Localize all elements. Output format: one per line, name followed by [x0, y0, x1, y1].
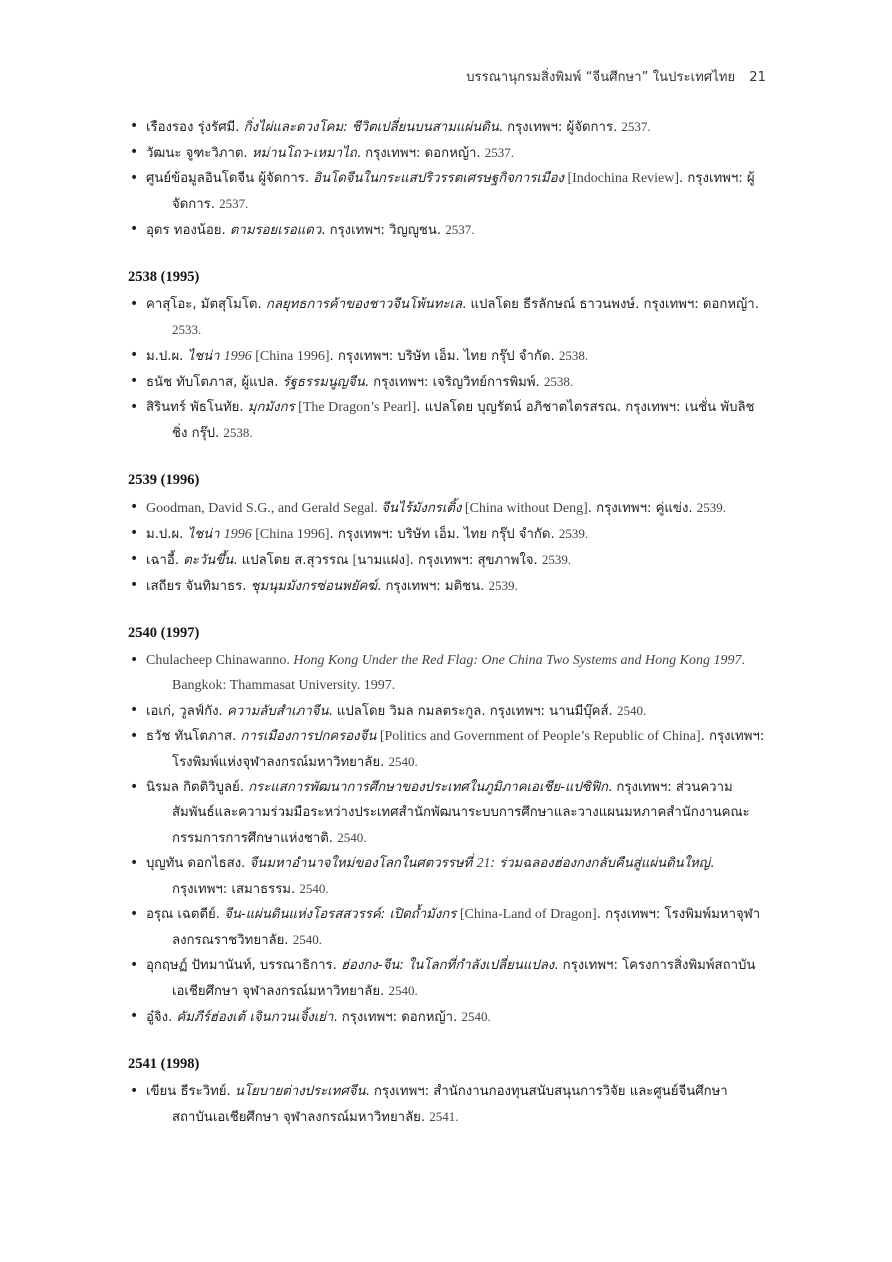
- entry-text: [146, 1004, 768, 1030]
- entry-title: 21: [476, 856, 491, 871]
- entry-title: หม่านโถว-เหมาไถ: [251, 146, 357, 161]
- entry-part: . กรุงเทพฯ: สำนักงานกองทุนสนับสนุนการวิจัย และศูนย์จีนศึกษา สถาบันเอเชียศึกษา จุฬาลงกรณ์มหาวิทยาลัย.: [172, 1084, 728, 1125]
- entry-title: คัมภีร์ฮ่องเต้ เจินกวนเจิ้งเย่า: [176, 1010, 334, 1025]
- section-year-heading: 2539 (1996): [128, 472, 200, 488]
- entry-part: . แปลโดย ส.สุวรรณ: [233, 553, 353, 568]
- entry-part: . แปลโดย ธีรลักษณ์ ธาวนพงษ์. กรุงเทพฯ: ดอกหญ้า.: [462, 297, 759, 312]
- entry-part: นิรมล กิตติวิบูลย์.: [146, 780, 249, 795]
- bibliography-entry: [128, 166, 768, 217]
- entry-text: [146, 1079, 768, 1130]
- entry-part: 2537.: [445, 222, 475, 237]
- entry-part: [China 1996]: [251, 349, 330, 364]
- year-sections: [128, 269, 768, 1130]
- entry-part: . กรุงเทพฯ: ผู้จัดการ.: [172, 171, 755, 212]
- entry-part: 2539.: [488, 578, 518, 593]
- entry-text: [146, 217, 768, 243]
- entry-text: [146, 114, 768, 140]
- entry-part: 2540.: [388, 754, 418, 769]
- bibliography-entry: [128, 343, 768, 369]
- entry-part: อุดร ทองน้อย.: [146, 223, 230, 238]
- entry-part: เขียน ธีระวิทย์.: [146, 1084, 235, 1099]
- entry-part: . แปลโดย วิมล กมลตระกูล. กรุงเทพฯ: นานมีบุ๊คส์.: [328, 704, 617, 719]
- entry-part: ม.ป.ผ.: [146, 527, 188, 542]
- entry-part: . กรุงเทพฯ: โรงพิมพ์แห่งจุฬาลงกรณ์มหาวิทยาลัย.: [172, 729, 765, 770]
- entry-part: นามแฝง: [357, 553, 405, 568]
- entry-part: บุญทัน ดอกไธสง.: [146, 856, 250, 871]
- entry-part: 2537.: [621, 119, 651, 134]
- entry-part: . กรุงเทพฯ: ส่วนความสัมพันธ์และความร่วมมือระหว่างประเทศสำนักพัฒนาระบบการศึกษาและวางแผนมหภาคสำนักงานคณะกรรมการการศึกษาแห่งชาติ.: [172, 780, 750, 846]
- entry-title: การเมืองการปกครองจีน: [240, 729, 377, 744]
- entry-part: . กรุงเทพฯ: โครงการสิ่งพิมพ์สถาบันเอเชียศึกษา จุฬาลงกรณ์มหาวิทยาลัย.: [172, 958, 756, 999]
- entry-text: [146, 573, 768, 599]
- entry-part: [China-Land of Dragon]: [456, 907, 597, 922]
- entry-part: อรุณ เฉตตีย์.: [146, 907, 225, 922]
- entry-part: ]: [404, 553, 410, 568]
- bibliography-entry: [128, 521, 768, 547]
- entry-list: [128, 292, 768, 446]
- entry-part: 2540.: [337, 830, 367, 845]
- entry-title: 1996: [223, 527, 252, 542]
- intro-section: [128, 114, 768, 243]
- year-section: [128, 269, 768, 446]
- running-header: [466, 66, 766, 87]
- entry-part: [China 1996]: [251, 527, 330, 542]
- bibliography-entry: [128, 547, 768, 573]
- entry-title: จีนมหาอำนาจใหม่ของโลกในศตวรรษที่: [249, 856, 477, 871]
- entry-title: นโยบายต่างประเทศจีน: [234, 1084, 366, 1099]
- entry-part: . กรุงเทพฯ: คู่แข่ง.: [587, 501, 697, 516]
- entry-title: ตามรอยเรอแดว: [229, 223, 322, 238]
- entry-part: 2541.: [429, 1109, 459, 1124]
- entry-part: อุกฤษฏ์ ปัทมานันท์, บรรณาธิการ.: [146, 958, 341, 973]
- bibliography-entry: [128, 775, 768, 851]
- bibliography-entry: [128, 953, 768, 1004]
- bibliography-entry: [128, 902, 768, 953]
- bibliography-entry: [128, 292, 768, 343]
- year-section: [128, 472, 768, 599]
- entry-text: [146, 166, 768, 217]
- entry-part: 2538.: [223, 425, 253, 440]
- entry-text: [146, 902, 768, 953]
- entry-title: กลยุทธการค้าของชาวจีนโพ้นทะเล: [265, 297, 463, 312]
- entry-text: [146, 648, 768, 698]
- entry-part: . กรุงเทพฯ: ดอกหญ้า.: [356, 146, 485, 161]
- entry-title: จีน-แผ่นดินแห่งโอรสสวรรค์: เปิดถ้ำมังกร: [224, 907, 457, 922]
- entry-text: [146, 547, 768, 573]
- entry-part: วัฒนะ จูฑะวิภาต.: [146, 146, 252, 161]
- entry-part: Chulacheep Chinawanno.: [146, 653, 294, 668]
- entry-part: . กรุงเทพฯ: ดอกหญ้า.: [333, 1010, 462, 1025]
- entry-title: ชุมนุมมังกรซ่อนพยัคฆ์: [250, 579, 378, 594]
- bibliography-entry: [128, 698, 768, 724]
- entry-part: 2538.: [558, 348, 589, 363]
- year-section: [128, 1056, 768, 1130]
- entry-title: : ร่วมฉลองฮ่องกงกลับคืนสู่แผ่นดินใหญ่: [490, 856, 711, 871]
- bibliography-entry: [128, 369, 768, 395]
- entry-text: [146, 521, 768, 547]
- entry-part: คาสุโอะ, มัตสุโมโต.: [146, 297, 266, 312]
- entry-title: มุกมังกร: [247, 400, 295, 415]
- entry-title: ฮ่องกง-จีน: ในโลกที่กำลังเปลี่ยนแปลง: [340, 958, 555, 973]
- bibliography-entry: [128, 1079, 768, 1130]
- entry-title: จีนไร้มังกรเติ้ง: [381, 501, 462, 516]
- entry-part: เอเก่, วูลฟ์กัง.: [146, 704, 227, 719]
- bibliography-entry: [128, 395, 768, 446]
- entry-text: [146, 953, 768, 1004]
- entry-part: . กรุงเทพฯ: บริษัท เอ็ม. ไทย กรุ๊ป จำกัด.: [329, 527, 559, 542]
- entry-part: . แปลโดย บุญรัตน์ อภิชาตไตรสรณ. กรุงเทพฯ: เนชั่น พับลิชชิ่ง กรุ๊ป.: [172, 400, 755, 441]
- entry-title: Hong Kong Under the Red Flag: One China Two Systems and Hong Kong 1997: [293, 653, 742, 668]
- running-title: บรรณานุกรมสิ่งพิมพ์ “จีนศึกษา” ในประเทศไทย: [466, 70, 736, 85]
- bibliography-entry: [128, 140, 768, 166]
- bibliography-entry: [128, 114, 768, 140]
- entry-part: . กรุงเทพฯ: บริษัท เอ็ม. ไทย กรุ๊ป จำกัด.: [329, 349, 559, 364]
- entry-part: 2537.: [219, 196, 249, 211]
- entry-part: 2533.: [172, 322, 202, 337]
- entry-part: ศูนย์ข้อมูลอินโดจีน ผู้จัดการ.: [146, 171, 314, 186]
- entry-part: [China without Deng]: [461, 501, 588, 516]
- entry-part: 2540.: [299, 881, 329, 896]
- entry-part: 2540.: [616, 703, 647, 718]
- entry-part: [The Dragon’s Pearl]: [294, 400, 417, 415]
- entry-text: [146, 851, 768, 902]
- bibliography-entry: [128, 573, 768, 599]
- entry-part: ธวัช ทันโตภาส.: [146, 729, 241, 744]
- entry-text: [146, 369, 768, 395]
- entry-text: [146, 343, 768, 369]
- entry-title: ความลับสำเภาจีน: [226, 704, 329, 719]
- entry-title: อินโดจีนในกระแสปริวรรตเศรษฐกิจการเมือง: [313, 171, 564, 186]
- entry-part: อู๋จิง.: [146, 1010, 177, 1025]
- entry-text: [146, 395, 768, 446]
- entry-list: [128, 495, 768, 599]
- bibliography-entry: [128, 495, 768, 521]
- entry-part: 2540.: [388, 983, 418, 998]
- entry-text: [146, 140, 768, 166]
- entry-title: รัฐธรรมนูญจีน: [282, 375, 365, 390]
- section-year-heading: 2538 (1995): [128, 269, 200, 285]
- year-section: [128, 625, 768, 1030]
- entry-part: 2539.: [558, 526, 589, 541]
- entry-part: 2540.: [292, 932, 322, 947]
- entry-list: [128, 648, 768, 1030]
- bibliography-entry: [128, 1004, 768, 1030]
- entry-part: . กรุงเทพฯ: ผู้จัดการ.: [498, 120, 622, 135]
- page-number: 21: [749, 70, 766, 85]
- entry-part: [Indochina Review]: [563, 171, 680, 186]
- entry-part: ม.ป.ผ.: [146, 349, 188, 364]
- entry-title: ไชน่า: [187, 349, 224, 364]
- entry-text: [146, 775, 768, 851]
- entry-title: กิ่งไผ่และดวงโคม: ชีวิตเปลี่ยนบนสามแผ่นดิน: [243, 120, 499, 135]
- bibliography-entry: [128, 724, 768, 775]
- entry-part: ธนัช ทับโตภาส, ผู้แปล.: [146, 375, 283, 390]
- entry-part: . กรุงเทพฯ: โรงพิมพ์มหาจุฬาลงกรณราชวิทยาลัย.: [172, 907, 761, 948]
- entry-part: . กรุงเทพฯ: วิญญูชน.: [321, 223, 446, 238]
- entry-text: [146, 698, 768, 724]
- entry-title: 1996: [223, 349, 252, 364]
- entry-text: [146, 724, 768, 775]
- entry-part: 2539.: [541, 552, 572, 567]
- entry-text: [146, 495, 768, 521]
- entry-part: 2539.: [696, 500, 727, 515]
- entry-part: 2538.: [543, 374, 574, 389]
- entry-list: [128, 1079, 768, 1130]
- bibliography-entry: [128, 851, 768, 902]
- entry-part: เรืองรอง รุ่งรัศมี.: [146, 120, 244, 135]
- bibliography-content: [128, 114, 768, 1156]
- section-year-heading: 2541 (1998): [128, 1056, 200, 1072]
- entry-part: เสถียร จันทิมาธร.: [146, 579, 251, 594]
- entry-part: [Politics and Government of People’s Republic of China]: [376, 729, 701, 744]
- section-year-heading: 2540 (1997): [128, 625, 200, 641]
- entry-part: เฉาอี้.: [146, 553, 184, 568]
- entry-list: [128, 114, 768, 243]
- entry-part: สิรินทร์ พัธโนทัย.: [146, 400, 248, 415]
- entry-part: . กรุงเทพฯ: เสมาธรรม.: [172, 856, 715, 897]
- entry-part: 2537.: [484, 145, 515, 160]
- entry-part: . กรุงเทพฯ: มติชน.: [377, 579, 489, 594]
- entry-part: Goodman, David S.G., and Gerald Segal.: [146, 501, 382, 516]
- bibliography-entry: [128, 648, 768, 698]
- entry-part: . Bangkok: Thammasat University. 1997.: [172, 653, 745, 693]
- entry-title: กระแสการพัฒนาการศึกษาของประเทศในภูมิภาคเอเชีย-แปซิฟิก: [248, 780, 609, 795]
- entry-title: ตะวันขึ้น: [183, 553, 234, 568]
- entry-part: 2540.: [461, 1009, 491, 1024]
- bibliography-entry: [128, 217, 768, 243]
- entry-part: . กรุงเทพฯ: สุขภาพใจ.: [409, 553, 542, 568]
- entry-title: ไชน่า: [187, 527, 224, 542]
- entry-text: [146, 292, 768, 343]
- entry-part: . กรุงเทพฯ: เจริญวิทย์การพิมพ์.: [364, 375, 544, 390]
- entry-part: [: [352, 553, 358, 568]
